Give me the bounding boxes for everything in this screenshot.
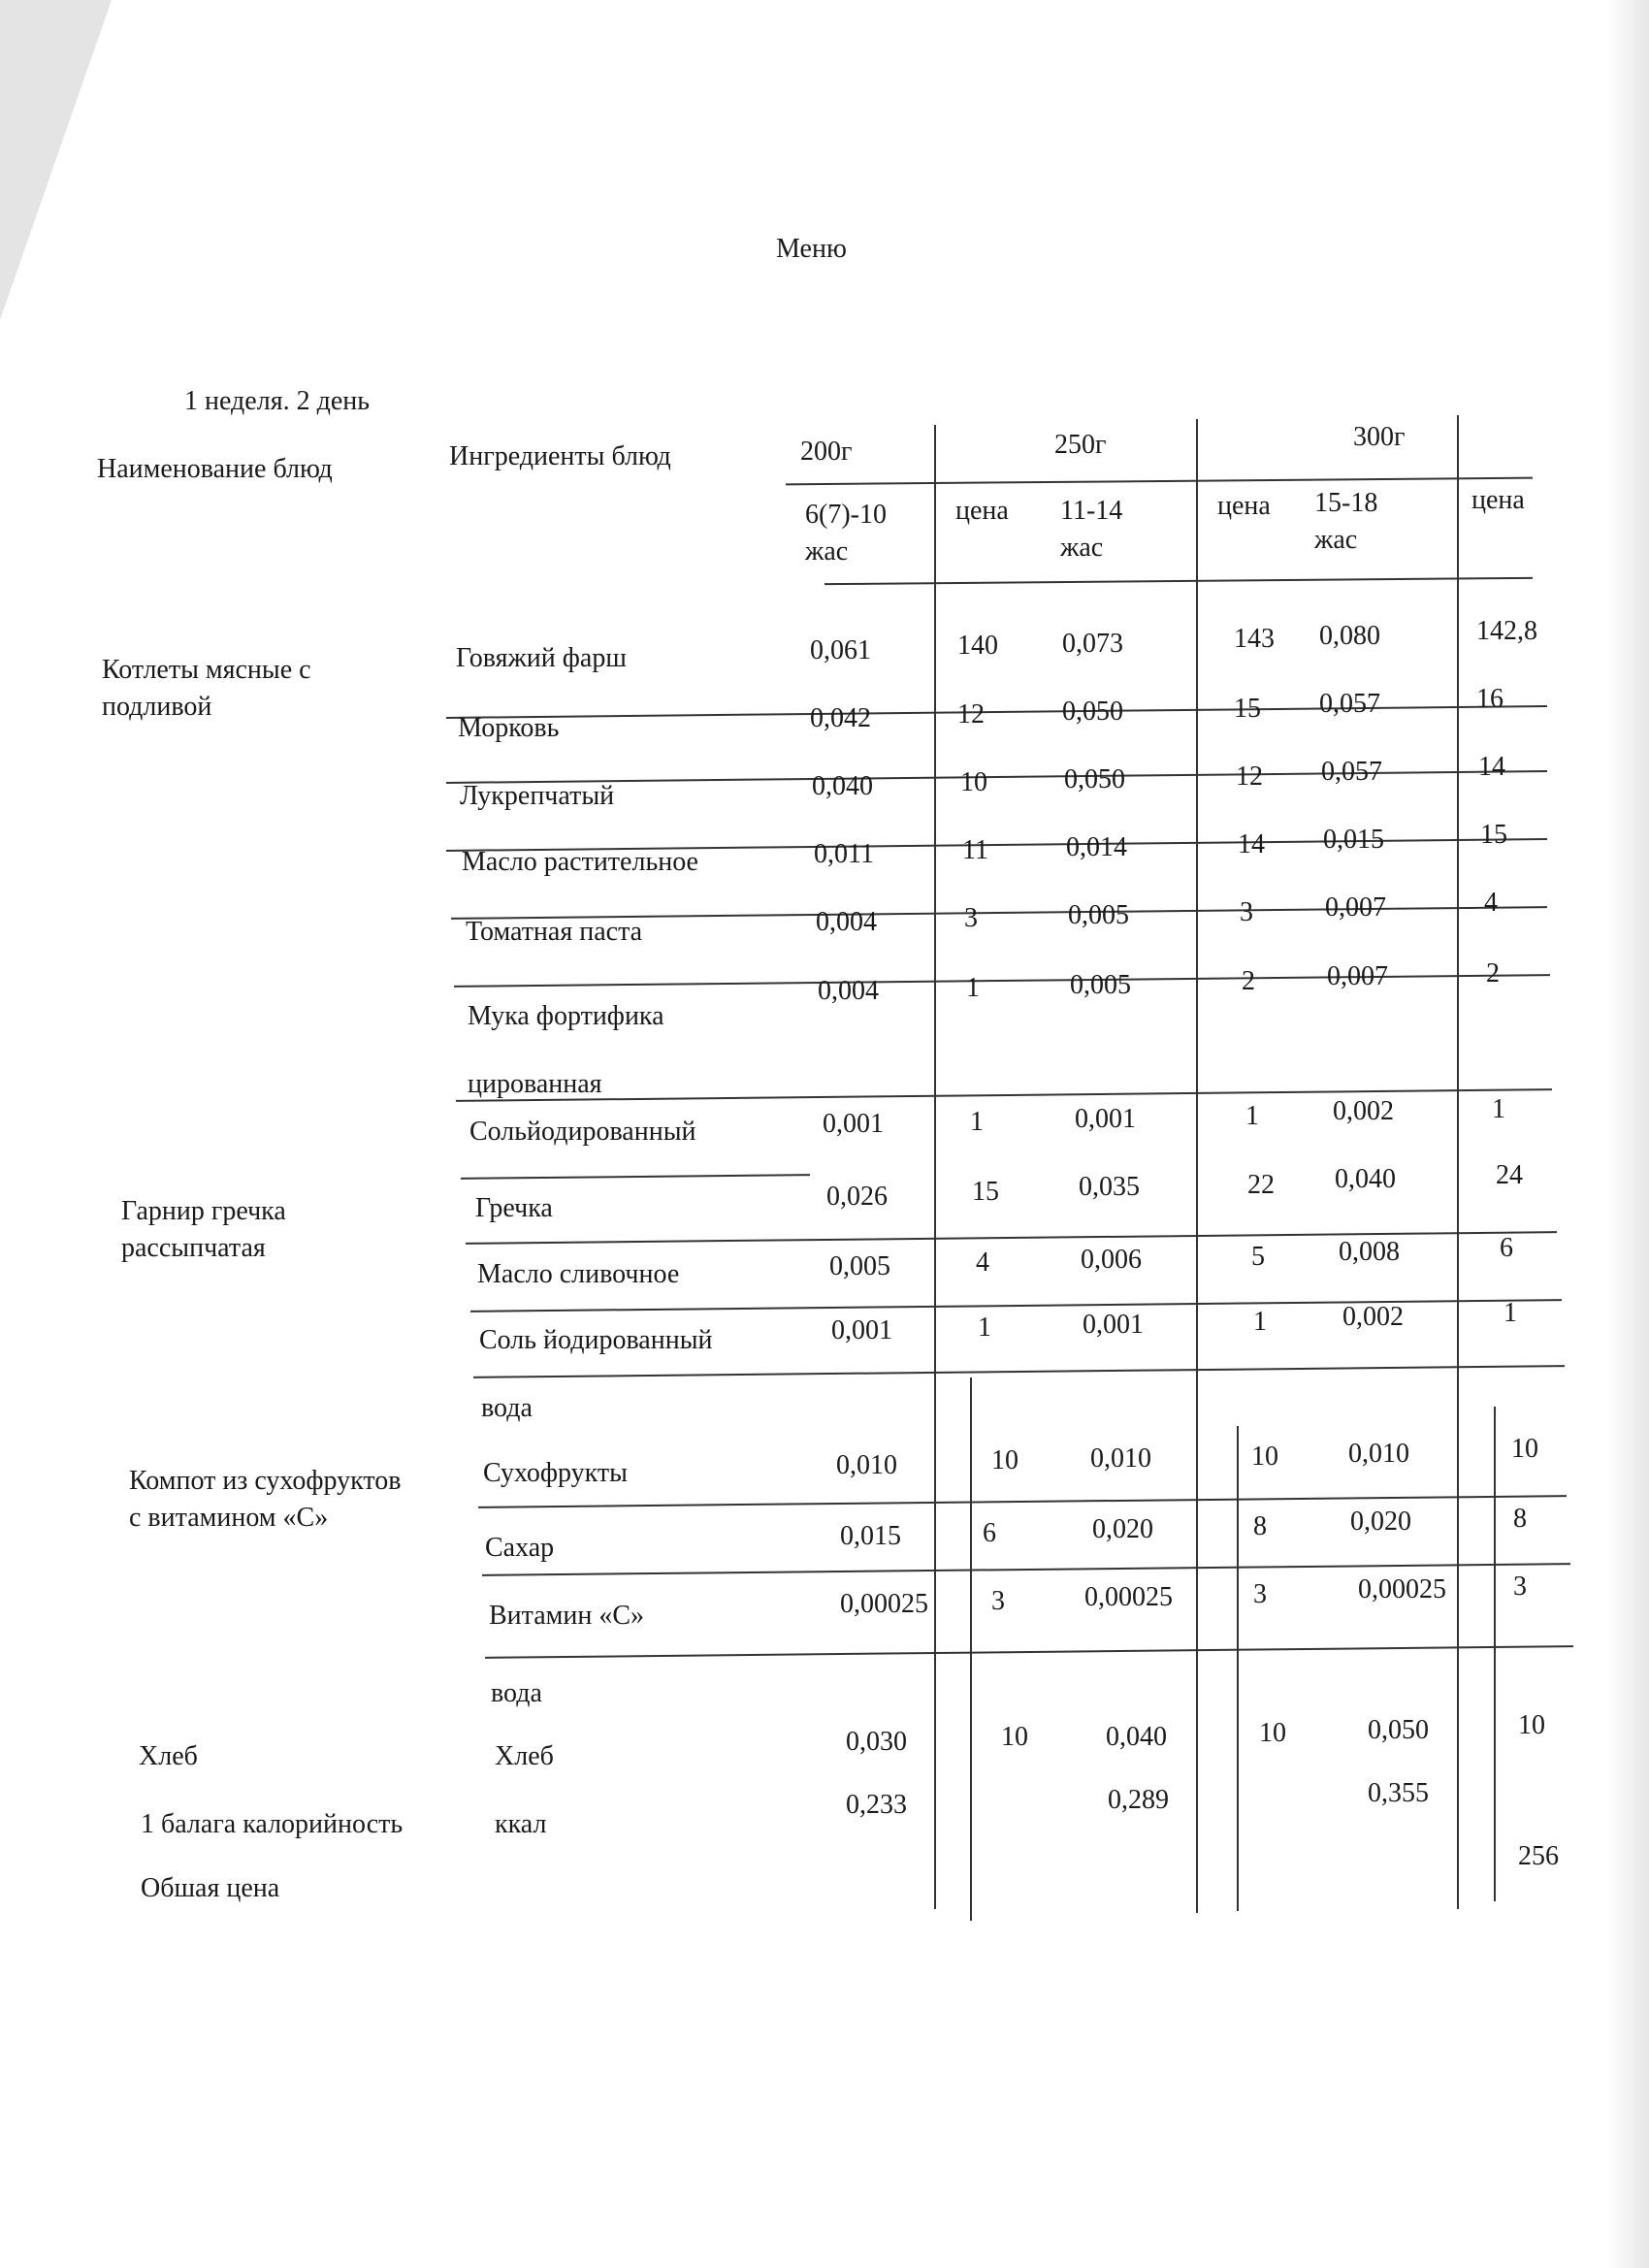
price-15-18: 15: [1480, 820, 1507, 850]
column-divider: [1494, 1407, 1496, 1901]
qty-11-14: 0,014: [1066, 832, 1127, 862]
qty-11-14: 0,050: [1064, 764, 1125, 794]
price-11-14: 5: [1251, 1242, 1265, 1272]
price-15-18: 142,8: [1476, 616, 1537, 646]
ingredient-name: Говяжий фарш: [456, 643, 627, 673]
column-divider: [934, 425, 936, 1909]
price-15-18: 14: [1478, 752, 1505, 782]
ingredient-name: Масло растительное: [462, 847, 698, 877]
price-6-10: 11: [962, 835, 988, 865]
qty-15-18: 0,00025: [1358, 1574, 1446, 1604]
ingredient-name: Сахар: [485, 1533, 555, 1563]
qty-15-18: 0,080: [1319, 621, 1380, 651]
qty-6-10: 0,061: [810, 635, 871, 665]
qty-6-10: 0,026: [826, 1182, 888, 1212]
row-rule: [485, 1645, 1573, 1659]
price-6-10: 1: [970, 1107, 984, 1137]
dish-compote: Компот из сухофруктов с витамином «С»: [129, 1466, 402, 1533]
ingredient-name: Хлеб: [495, 1741, 554, 1771]
ingredient-name: Лукрепчатый: [460, 781, 615, 811]
qty-15-18: 0,002: [1333, 1096, 1394, 1126]
dish-cutlets: Котлеты мясные с подливой: [102, 655, 311, 722]
ingredient-name: Сухофрукты: [483, 1458, 628, 1488]
price-6-10: 4: [976, 1247, 989, 1278]
price-6-10: 1: [978, 1312, 991, 1343]
price-11-14: 3: [1253, 1579, 1267, 1609]
qty-6-10: 0,00025: [840, 1589, 928, 1619]
qty-11-14: 0,020: [1092, 1514, 1153, 1544]
header-age-15-18: 15-18 жас: [1314, 488, 1378, 555]
price-15-18: 1: [1504, 1298, 1517, 1328]
header-price: цена: [955, 496, 1009, 526]
ingredient-name: ккал: [495, 1809, 547, 1839]
qty-15-18: 0,057: [1319, 689, 1380, 719]
qty-6-10: 0,011: [814, 839, 874, 869]
row-rule: [446, 705, 1547, 719]
price-6-10: 10: [1001, 1722, 1028, 1752]
header-portion-300: 300г: [1353, 422, 1406, 452]
price-11-14: 22: [1247, 1170, 1275, 1200]
header-dish-name: Наименование блюд: [97, 454, 333, 484]
header-rule: [824, 577, 1533, 585]
calories-11-14: 0,289: [1108, 1785, 1169, 1815]
column-divider: [1196, 419, 1198, 1913]
qty-11-14: 0,073: [1062, 629, 1123, 659]
price-15-18: 10: [1518, 1710, 1545, 1740]
price-6-10: 3: [964, 903, 978, 933]
qty-15-18: 0,008: [1339, 1237, 1400, 1267]
day-label: 1 неделя. 2 день: [184, 386, 370, 416]
price-11-14: 10: [1259, 1718, 1286, 1748]
price-6-10: 15: [972, 1177, 999, 1207]
qty-11-14: 0,050: [1062, 697, 1123, 727]
qty-15-18: 0,057: [1321, 757, 1382, 787]
qty-6-10: 0,001: [823, 1109, 884, 1139]
price-11-14: 8: [1253, 1511, 1267, 1541]
price-6-10: 1: [966, 973, 980, 1003]
calories-15-18: 0,355: [1368, 1778, 1429, 1808]
ingredient-name: Мука фортифика цированная: [468, 1001, 664, 1099]
ingredient-name: Витамин «С»: [489, 1601, 645, 1631]
header-price: цена: [1471, 485, 1525, 515]
qty-6-10: 0,004: [816, 907, 877, 937]
price-15-18: 8: [1513, 1504, 1527, 1534]
column-divider: [970, 1377, 972, 1921]
qty-11-14: 0,001: [1075, 1104, 1136, 1134]
dish-buckwheat: Гарнир гречка рассыпчатая: [121, 1196, 286, 1263]
qty-6-10: 0,004: [818, 976, 879, 1006]
qty-15-18: 0,040: [1335, 1164, 1396, 1194]
price-11-14: 10: [1251, 1442, 1278, 1472]
price-11-14: 1: [1253, 1307, 1267, 1337]
ingredient-name: Соль йодированный: [479, 1325, 713, 1355]
qty-15-18: 0,010: [1348, 1439, 1409, 1469]
qty-15-18: 0,020: [1350, 1507, 1411, 1537]
ingredient-name: Масло сливочное: [477, 1259, 680, 1289]
header-portion-250: 250г: [1054, 430, 1107, 460]
price-6-10: 3: [991, 1586, 1005, 1616]
price-6-10: 12: [957, 699, 985, 729]
calorie-label: 1 балага калорийность: [141, 1809, 404, 1839]
price-6-10: 10: [960, 767, 987, 797]
price-11-14: 2: [1242, 966, 1255, 996]
qty-11-14: 0,005: [1068, 900, 1129, 930]
column-divider: [1457, 415, 1459, 1909]
ingredient-name: вода: [491, 1678, 542, 1708]
ingredient-name: Гречка: [475, 1193, 553, 1223]
price-6-10: 6: [983, 1518, 996, 1548]
qty-11-14: 0,006: [1081, 1245, 1142, 1275]
qty-11-14: 0,040: [1106, 1722, 1167, 1752]
ingredient-name: Сольйодированный: [469, 1117, 696, 1147]
ingredient-name: Томатная паста: [466, 917, 643, 947]
qty-6-10: 0,015: [840, 1521, 901, 1551]
price-15-18: 10: [1511, 1434, 1538, 1464]
qty-11-14: 0,00025: [1084, 1582, 1173, 1612]
qty-11-14: 0,001: [1083, 1310, 1144, 1340]
header-portion-200: 200г: [800, 437, 853, 467]
price-15-18: 2: [1486, 958, 1500, 988]
row-rule: [473, 1365, 1565, 1378]
price-11-14: 14: [1238, 829, 1265, 859]
calories-6-10: 0,233: [846, 1790, 907, 1820]
price-6-10: 140: [957, 631, 998, 661]
price-6-10: 10: [991, 1445, 1018, 1475]
total-price: 256: [1518, 1841, 1559, 1871]
price-11-14: 1: [1245, 1101, 1259, 1131]
ingredient-name: Морковь: [458, 713, 560, 743]
qty-6-10: 0,030: [846, 1727, 907, 1757]
price-11-14: 143: [1234, 624, 1275, 654]
header-age-11-14: 11-14 жас: [1060, 496, 1123, 563]
qty-11-14: 0,005: [1070, 970, 1131, 1000]
header-ingredients: Ингредиенты блюд: [449, 441, 671, 471]
price-15-18: 1: [1492, 1094, 1505, 1124]
page-edge-shadow: [1606, 0, 1649, 2268]
qty-6-10: 0,001: [831, 1315, 892, 1345]
folded-page-corner: [0, 0, 112, 320]
price-15-18: 24: [1496, 1160, 1523, 1190]
price-15-18: 16: [1476, 684, 1504, 714]
qty-15-18: 0,002: [1342, 1302, 1404, 1332]
qty-15-18: 0,007: [1325, 892, 1386, 923]
qty-6-10: 0,042: [810, 703, 871, 733]
ingredient-name: вода: [481, 1393, 533, 1423]
total-price-label: Обшая цена: [141, 1873, 280, 1903]
header-price: цена: [1217, 491, 1271, 521]
price-11-14: 12: [1236, 761, 1263, 792]
header-age-6-10: 6(7)-10 жас: [805, 500, 887, 567]
page-title: Меню: [776, 234, 847, 264]
qty-6-10: 0,005: [829, 1251, 890, 1281]
price-11-14: 3: [1240, 897, 1253, 927]
qty-11-14: 0,035: [1079, 1172, 1140, 1202]
price-15-18: 3: [1513, 1571, 1527, 1602]
qty-11-14: 0,010: [1090, 1443, 1151, 1474]
row-rule: [461, 1174, 810, 1180]
qty-15-18: 0,015: [1323, 825, 1384, 855]
price-15-18: 4: [1484, 888, 1498, 918]
qty-15-18: 0,050: [1368, 1715, 1429, 1745]
price-11-14: 15: [1234, 694, 1261, 724]
qty-15-18: 0,007: [1327, 961, 1388, 991]
qty-6-10: 0,040: [812, 771, 873, 801]
dish-bread: Хлеб: [139, 1741, 198, 1771]
qty-6-10: 0,010: [836, 1450, 897, 1480]
header-rule: [786, 477, 1533, 486]
price-15-18: 6: [1500, 1233, 1513, 1263]
